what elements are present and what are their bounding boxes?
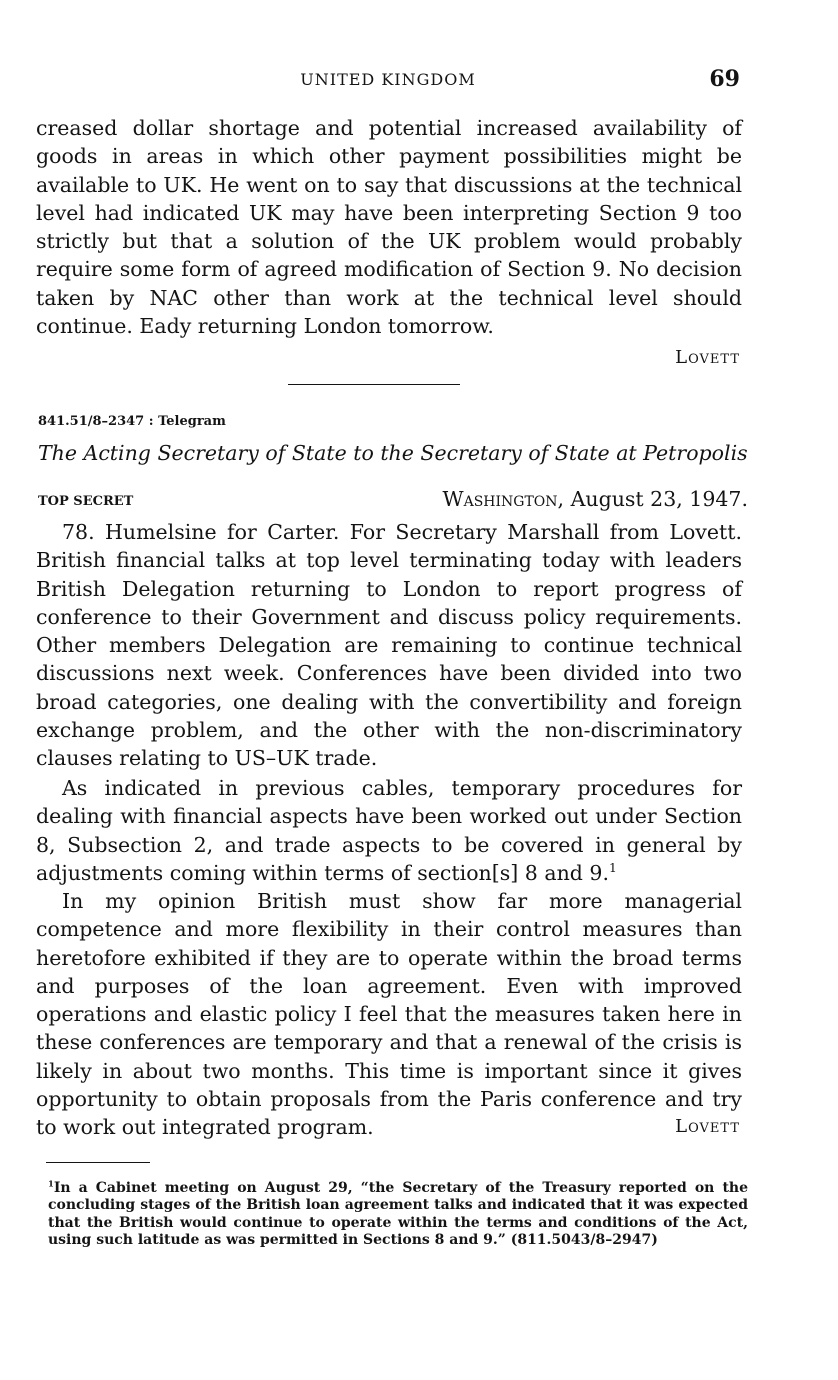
page-number: 69 bbox=[709, 66, 740, 92]
telegram-paragraph-2 bbox=[36, 774, 742, 887]
dateline-date: August 23, 1947. bbox=[570, 487, 748, 511]
running-header: UNITED KINGDOM bbox=[300, 70, 476, 89]
classification-label: TOP SECRET bbox=[38, 494, 134, 509]
signature-lovett-1: Lovett bbox=[675, 347, 740, 368]
dateline bbox=[443, 487, 748, 511]
footnote bbox=[48, 1180, 748, 1249]
telegram-paragraph-3: In my opinion British must show far more managerial competence and more flexibility in their control measures than heretofore exhibited if they are to operate within the broad terms and purposes of the loan agreement. Even with improved operations and elastic policy I feel that the measures taken here in these conferences are temporary and that a renewal of the crisis is likely in about two months. This time is important since it gives opportunity to obtain proposals from the Paris conference and try to work out integrated program. bbox=[36, 889, 742, 1140]
telegram-paragraph-1: 78. Humelsine for Carter. For Secretary Marshall from Lovett. British financial talks at top level terminating today with leaders British Delegation returning to London to report progress of conference to their Government and discuss policy requirements. Other members Delegation are remaining to continue technical discussions next week. Conferences have been divided into two broad categories, one dealing with the convertibility and foreign exchange problem, and the other with the non-discriminatory clauses relating to US–UK trade. bbox=[36, 520, 742, 771]
footnote-divider bbox=[46, 1162, 150, 1163]
signature-lovett-2: Lovett bbox=[675, 1116, 740, 1137]
section-divider bbox=[288, 384, 460, 385]
document-reference: 841.51/8–2347 : Telegram bbox=[38, 414, 226, 429]
footnote-reference-marker: 1 bbox=[608, 861, 617, 876]
footnote-marker: 1 bbox=[48, 1178, 54, 1189]
telegram-paragraph-2-text: As indicated in previous cables, temporary procedures for dealing with financial aspects have been worked out under Section 8, Subsection 2, and trade aspects to be covered in general by adjustments coming within terms of section[s] 8 and 9. bbox=[36, 776, 742, 885]
continuation-paragraph: creased dollar shortage and potential increased availability of goods in areas in which other payment possibilities might be available to UK. He went on to say that discussions at the technical level had indicated UK may have been interpreting Section 9 too strictly but that a solution of the UK problem would probably require some form of agreed modification of Section 9. No decision taken by NAC other than work at the technical level should continue. Eady returning London tomorrow. bbox=[36, 116, 742, 339]
document-title: The Acting Secretary of State to the Secretary of State at Petropolis bbox=[38, 441, 748, 465]
dateline-place: Washington, bbox=[442, 487, 565, 511]
footnote-text: In a Cabinet meeting on August 29, “the Secretary of the Treasury reported on the concluding stages of the British loan agreement talks and indicated that it was expected that the British would continue to operate within the terms and conditions of the Act, using such latitude as was permitted in Sections 8 and 9.” (811.5043/8–2947) bbox=[48, 1180, 748, 1248]
